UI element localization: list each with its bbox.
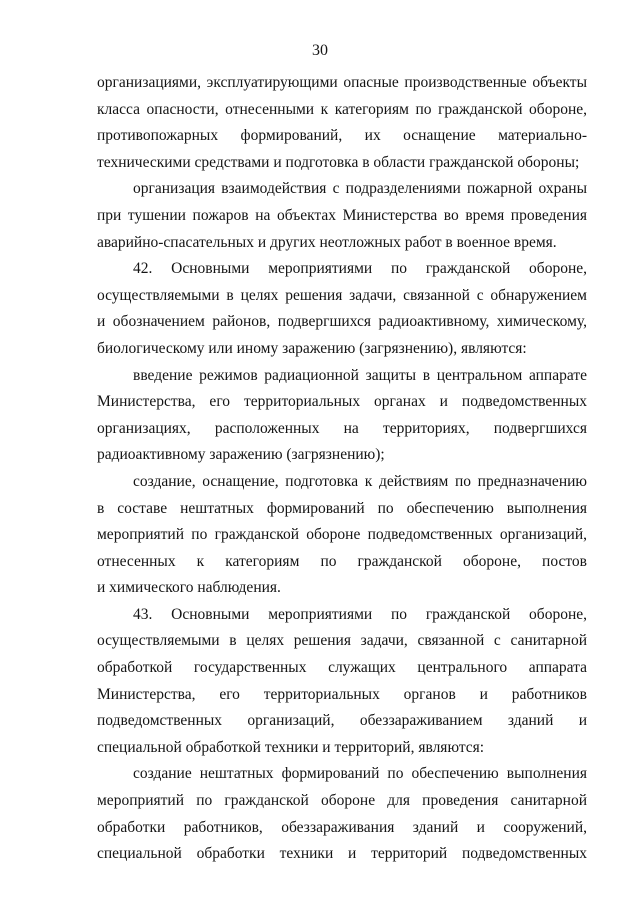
paragraph [97, 602, 587, 762]
text-line: осуществляемыми в целях решения задачи, связанной с санитарной [97, 632, 587, 650]
text-line: и химического наблюдения. [97, 579, 281, 597]
text-line: Министерства, его территориальных органах и подведомственных [97, 393, 587, 411]
text-line: 42. Основными мероприятиями по гражданской обороне, [133, 260, 587, 278]
text-line: введение режимов радиационной защиты в центральном аппарате [133, 366, 587, 384]
text-line: противопожарных формирований, их оснащение материально- [97, 127, 587, 145]
text-line: организациями, эксплуатирующими опасные производственные объекты [97, 74, 587, 91]
page-number: 30 [312, 42, 328, 59]
text-line: Министерства, его территориальных органов и работников [97, 685, 587, 703]
text-line: биологическому или иному заражению (загрязнению), являются: [97, 339, 527, 357]
paragraph [97, 176, 587, 256]
text-line: радиоактивному заражению (загрязнению); [97, 446, 385, 464]
paragraph [97, 256, 587, 362]
text-line: техническими средствами и подготовка в области гражданской обороны; [97, 153, 580, 171]
text-line: организация взаимодействия с подразделениями пожарной охраны [133, 180, 587, 198]
paragraph [97, 363, 587, 469]
text-line: отнесенных к категориям по гражданской обороне, постов [97, 552, 587, 570]
text-line: подведомственных организаций, обеззараживанием зданий и [97, 712, 587, 730]
text-line: 43. Основными мероприятиями по гражданской обороне, [133, 605, 587, 623]
paragraph [97, 761, 587, 867]
text-line: и обозначением районов, подвергшихся радиоактивному, химическому, [97, 313, 587, 331]
text-line: обработкой государственных служащих центрального аппарата [97, 659, 587, 677]
text-line: создание нештатных формирований по обеспечению выполнения [133, 765, 587, 783]
text-line: мероприятий по гражданской обороне подведомственных организаций, [97, 526, 587, 544]
text-line: обработки работников, обеззараживания зданий и сооружений, [97, 818, 587, 836]
document-body [97, 70, 587, 868]
paragraph [97, 469, 587, 602]
text-line: мероприятий по гражданской обороне для проведения санитарной [97, 792, 587, 810]
text-line: при тушении пожаров на объектах Министерства во время проведения [97, 206, 587, 224]
text-line: специальной обработки техники и территорий подведомственных [97, 845, 587, 863]
text-line: в составе нештатных формирований по обеспечению выполнения [97, 499, 587, 517]
text-line: осуществляемыми в целях решения задачи, связанной с обнаружением [97, 286, 587, 304]
text-line: организациях, расположенных на территориях, подвергшихся [97, 419, 587, 437]
paragraph [97, 70, 587, 176]
text-line: создание, оснащение, подготовка к действиям по предназначению [133, 472, 587, 490]
text-line: аварийно-спасательных и других неотложных работ в военное время. [97, 233, 557, 251]
text-line: специальной обработкой техники и территорий, являются: [97, 738, 485, 756]
text-line: класса опасности, отнесенными к категориям по гражданской обороне, [97, 100, 587, 118]
